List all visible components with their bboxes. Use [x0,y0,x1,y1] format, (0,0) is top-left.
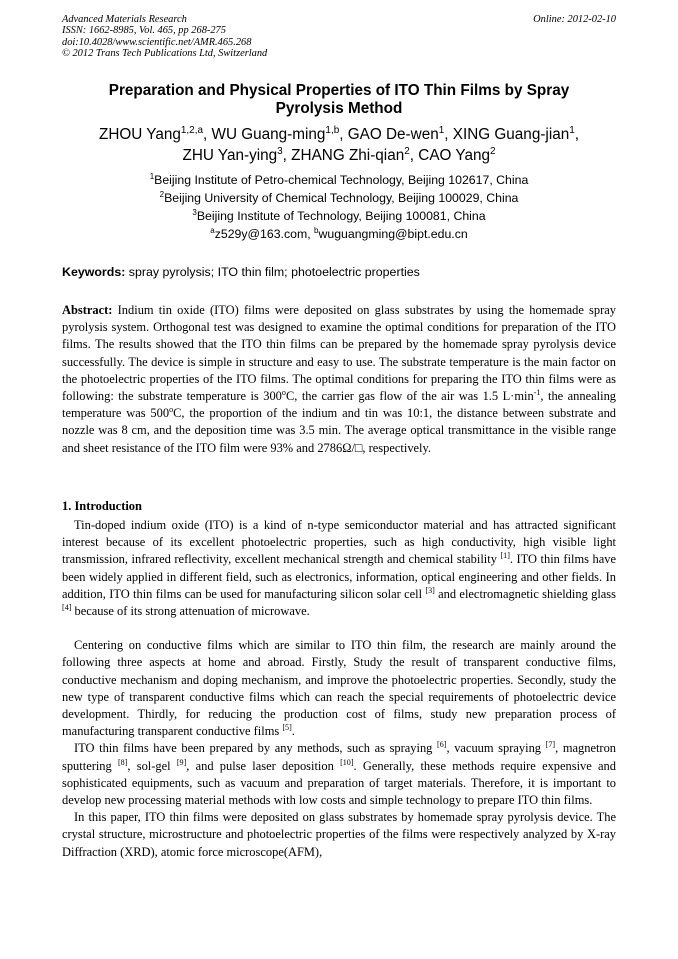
author-line-2: ZHU Yan-ying$^3$, ZHANG Zhi-qian$^2$, CAO Yang$^2$ [182,145,496,164]
author-list [62,124,616,166]
abstract-label: Abstract: [62,303,113,317]
title-line-1: Preparation and Physical Properties of ITO Thin Films by Spray [108,82,570,99]
author-affil-sup: 3 [277,145,283,157]
author-affil-sup: 1 [438,124,445,136]
affiliations [62,171,616,243]
author-affil-sup: 1 [569,124,575,136]
abstract-paragraph: Abstract: Indium tin oxide (ITO) films were deposited on glass substrates by using the homemade spray pyrolysis system. Orthogonal test was designed to examine the optimal conditions for preparation of the ITO films. The results showed that the ITO thin films can be prepared by the homemade spray pyrolysis device successfully. The device is simple in structure and easy to use. The substrate temperature is the main factor on the photoelectric properties of the ITO films. The optimal conditions for preparing the ITO thin films were as following: the substrate temperature is 300$^o$C, the carrier gas flow of the air was 1.5 $L\cdot\min^{-1}$, the annealing temperature was 500$^o$C, the proportion of the indium and tin was 10:1, the distance between substrate and nozzle was 8 cm, and the deposition time was 3.5 min. The average optical transmittance in the visible range and sheet resistance of the ITO film were 93% and 2786Ω/□, respectively. [62,303,617,455]
affiliation-2: $^2$Beijing University of Chemical Technology, Beijing 100029, China [159,189,519,205]
author-line-1: ZHOU Yang$^{1,2,a}$, WU Guang-ming$^{1,b}$, GAO De-wen$^1$, XING Guang-jian$^1$, [98,124,580,143]
keywords-label: Keywords: [62,265,126,279]
citation: [10] [340,757,354,767]
author-affil-sup: 1,b [325,124,340,136]
author-name: XING Guang-jian [452,126,570,143]
keywords-text: spray pyrolysis; ITO thin film; photoelectric properties [125,265,420,279]
author-name: ZHANG Zhi-qian [291,147,405,164]
paragraph: Tin-doped indium oxide (ITO) is a kind of n-type semiconductor material and has attracted significant interest because of its excellent photoelectric properties, such as high conductivity, high visible light transmission, infrared reflectivity, excellent mechanical strength and chemical stability [1]. ITO thin films have been widely applied in different field, such as electronics, information, optical engineering and other fields. In addition, ITO thin films can be used for manufacturing silicon solar cell [3] and electromagnetic shielding glass [4] because of its strong attenuation of microwave. [62,518,617,619]
paragraph: ITO thin films have been prepared by any methods, such as spraying [6], vacuum spraying [7], magnetron sputtering [8], sol-gel [9], and pulse laser deposition [10]. Generally, these methods require expensive and sophisticated equipments, such as vacuum and preparation of target materials. Therefore, it is important to develop new processing material methods with low costs and simple technology to prepare ITO thin films. [62,740,617,808]
abstract [62,302,616,457]
author-affil-sup: 2 [489,145,496,157]
title-line-2: Pyrolysis Method [275,100,403,117]
journal-name: Advanced Materials Research [62,14,187,25]
journal-header [62,14,267,60]
author-affil-sup: 1,2,a [180,124,203,136]
email-link: wuguangming@bipt.edu.cn [318,227,468,241]
citation: [8] [117,757,128,767]
online-date: Online: 2012-02-10 [533,14,616,25]
email-line: $^a$z529y@163.com, $^b$wuguangming@bipt.edu.cn [210,225,468,241]
affiliation-1: $^1$Beijing Institute of Petro-chemical Technology, Beijing 102617, China [149,171,529,187]
introduction-body [62,517,616,861]
citation: [9] [176,757,187,767]
author-name: WU Guang-ming [211,126,326,143]
citation: [5] [282,723,292,733]
citation: [3] [425,585,435,595]
author-name: GAO De-wen [347,126,439,143]
issn-line: ISSN: 1662-8985, Vol. 465, pp 268-275 [62,25,226,37]
email-link: z529y@163.com, [214,227,315,241]
author-name: ZHOU Yang [98,126,181,143]
section-heading: 1. Introduction [62,499,142,513]
paper-title [62,82,616,118]
affiliation-3: $^3$Beijing Institute of Technology, Beijing 100081, China [192,207,486,223]
author-name: ZHU Yan-ying [182,147,278,164]
doi-line: doi:10.4028/www.scientific.net/AMR.465.268 [62,36,252,48]
paragraph: Centering on conductive films which are similar to ITO thin film, the research are mainly around the following three aspects at home and abroad. Firstly, Study the result of transparent conductive films, conductive mechanism and doping mechanism, and improve the photoelectric properties. Secondly, study the new type of transparent conductive films which can reach the special requirements of photoelectric device development. Thirdly, for reducing the production cost of films, study new preparation process of manufacturing transparent conductive films [5]. [62,638,616,739]
copyright-line: © 2012 Trans Tech Publications Ltd, Switzerland [62,48,268,60]
citation: [6] [437,740,447,750]
citation: [7] [545,740,556,750]
citation: [1] [500,551,510,561]
paragraph: In this paper, ITO thin films were deposited on glass substrates by homemade spray pyrolysis device. The crystal structure, microstructure and photoelectric properties of the films were respectively analyzed by X-ray Diffraction (XRD), atomic force microscope(AFM), [62,810,616,859]
citation: [4] [62,602,72,612]
author-name: CAO Yang [418,147,490,164]
keywords [62,264,616,280]
author-affil-sup: 2 [404,145,410,157]
